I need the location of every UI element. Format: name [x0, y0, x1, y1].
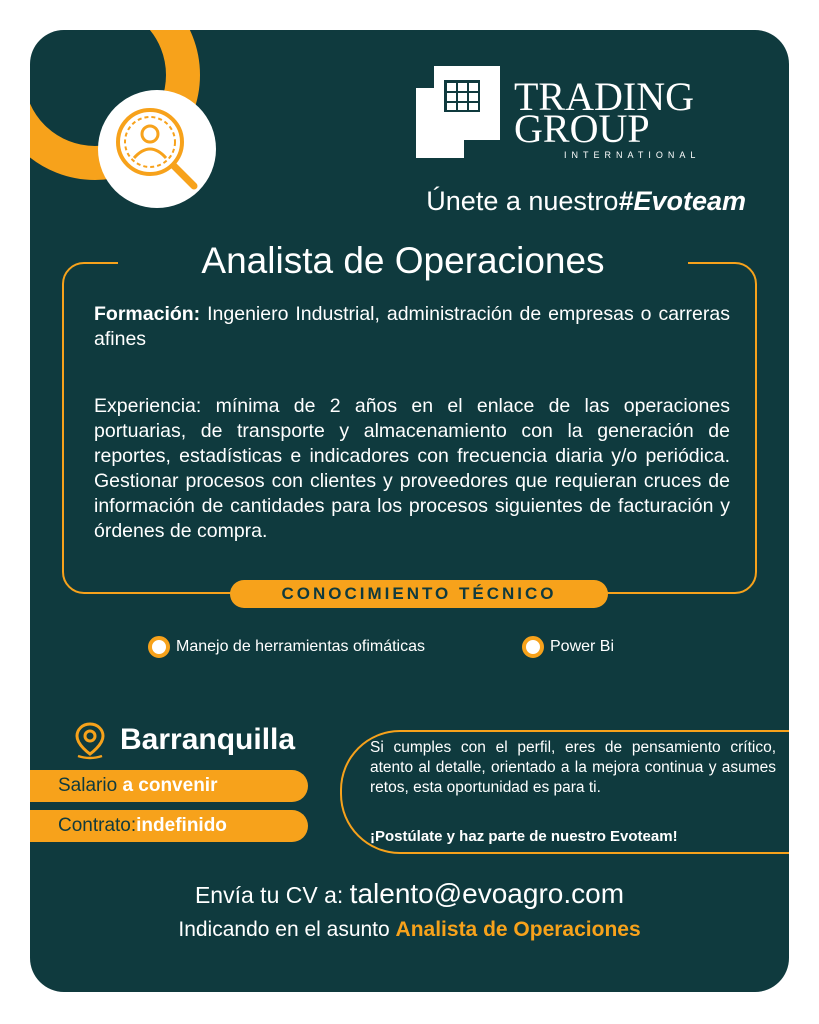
note-text: Si cumples con el perfil, eres de pensamiento crítico, atento al detalle, orientado a la mejora continua y asumes retos, esta oportunidad es para ti.	[370, 739, 776, 796]
knowledge-heading: CONOCIMIENTO TÉCNICO	[230, 580, 608, 608]
city-name: Barranquilla	[120, 723, 296, 756]
join-evoteam-line	[360, 186, 746, 217]
location	[70, 720, 295, 760]
hashtag: #Evoteam	[618, 186, 746, 216]
contract-tag	[30, 810, 308, 842]
salary-label: Salario	[58, 775, 118, 796]
company-logo	[416, 66, 746, 165]
svg-text:GROUP: GROUP	[514, 106, 650, 151]
subject-value: Analista de Operaciones	[395, 918, 641, 941]
note-cta: ¡Postúlate y haz parte de nuestro Evoteam!	[370, 828, 678, 845]
knowledge-item: Power Bi	[522, 636, 614, 658]
subject-label: Indicando en el asunto	[178, 918, 390, 941]
map-pin-icon	[70, 720, 110, 760]
formacion-paragraph	[94, 302, 730, 352]
cv-contact-line	[30, 878, 789, 910]
cv-label: Envía tu CV a:	[194, 882, 344, 908]
svg-text:TRADING: TRADING	[514, 74, 694, 119]
formacion-text: Ingeniero Industrial, administración de empresas o carreras afines	[94, 303, 730, 350]
knowledge-item: Manejo de herramientas ofimáticas	[148, 636, 425, 658]
bullet-dot-icon	[148, 636, 170, 658]
subject-line	[30, 918, 789, 942]
contract-value: indefinido	[136, 815, 227, 836]
svg-text:INTERNATIONAL: INTERNATIONAL	[564, 150, 701, 160]
job-offer-card	[30, 30, 789, 992]
contract-label: Contrato:	[58, 815, 137, 836]
formacion-label: Formación:	[94, 303, 201, 325]
bullet-dot-icon	[522, 636, 544, 658]
email-link[interactable]: talento@evoagro.com	[349, 878, 625, 909]
job-title: Analista de Operaciones	[201, 240, 605, 281]
person-search-icon	[98, 90, 216, 208]
join-text: Únete a nuestro	[426, 186, 619, 216]
salary-tag	[30, 770, 308, 802]
experiencia-paragraph: Experiencia: mínima de 2 años en el enlace de las operaciones portuarias, de transporte y almacenamiento con la generación de reportes, estadísticas e indicadores con frecuencia diaria y/o periódica. Gestionar procesos con clientes y proveedores que requieran cruces de información de cantidades para los procesos siguientes de facturación y órdenes de compra.	[94, 395, 730, 542]
salary-value: a convenir	[122, 775, 218, 796]
